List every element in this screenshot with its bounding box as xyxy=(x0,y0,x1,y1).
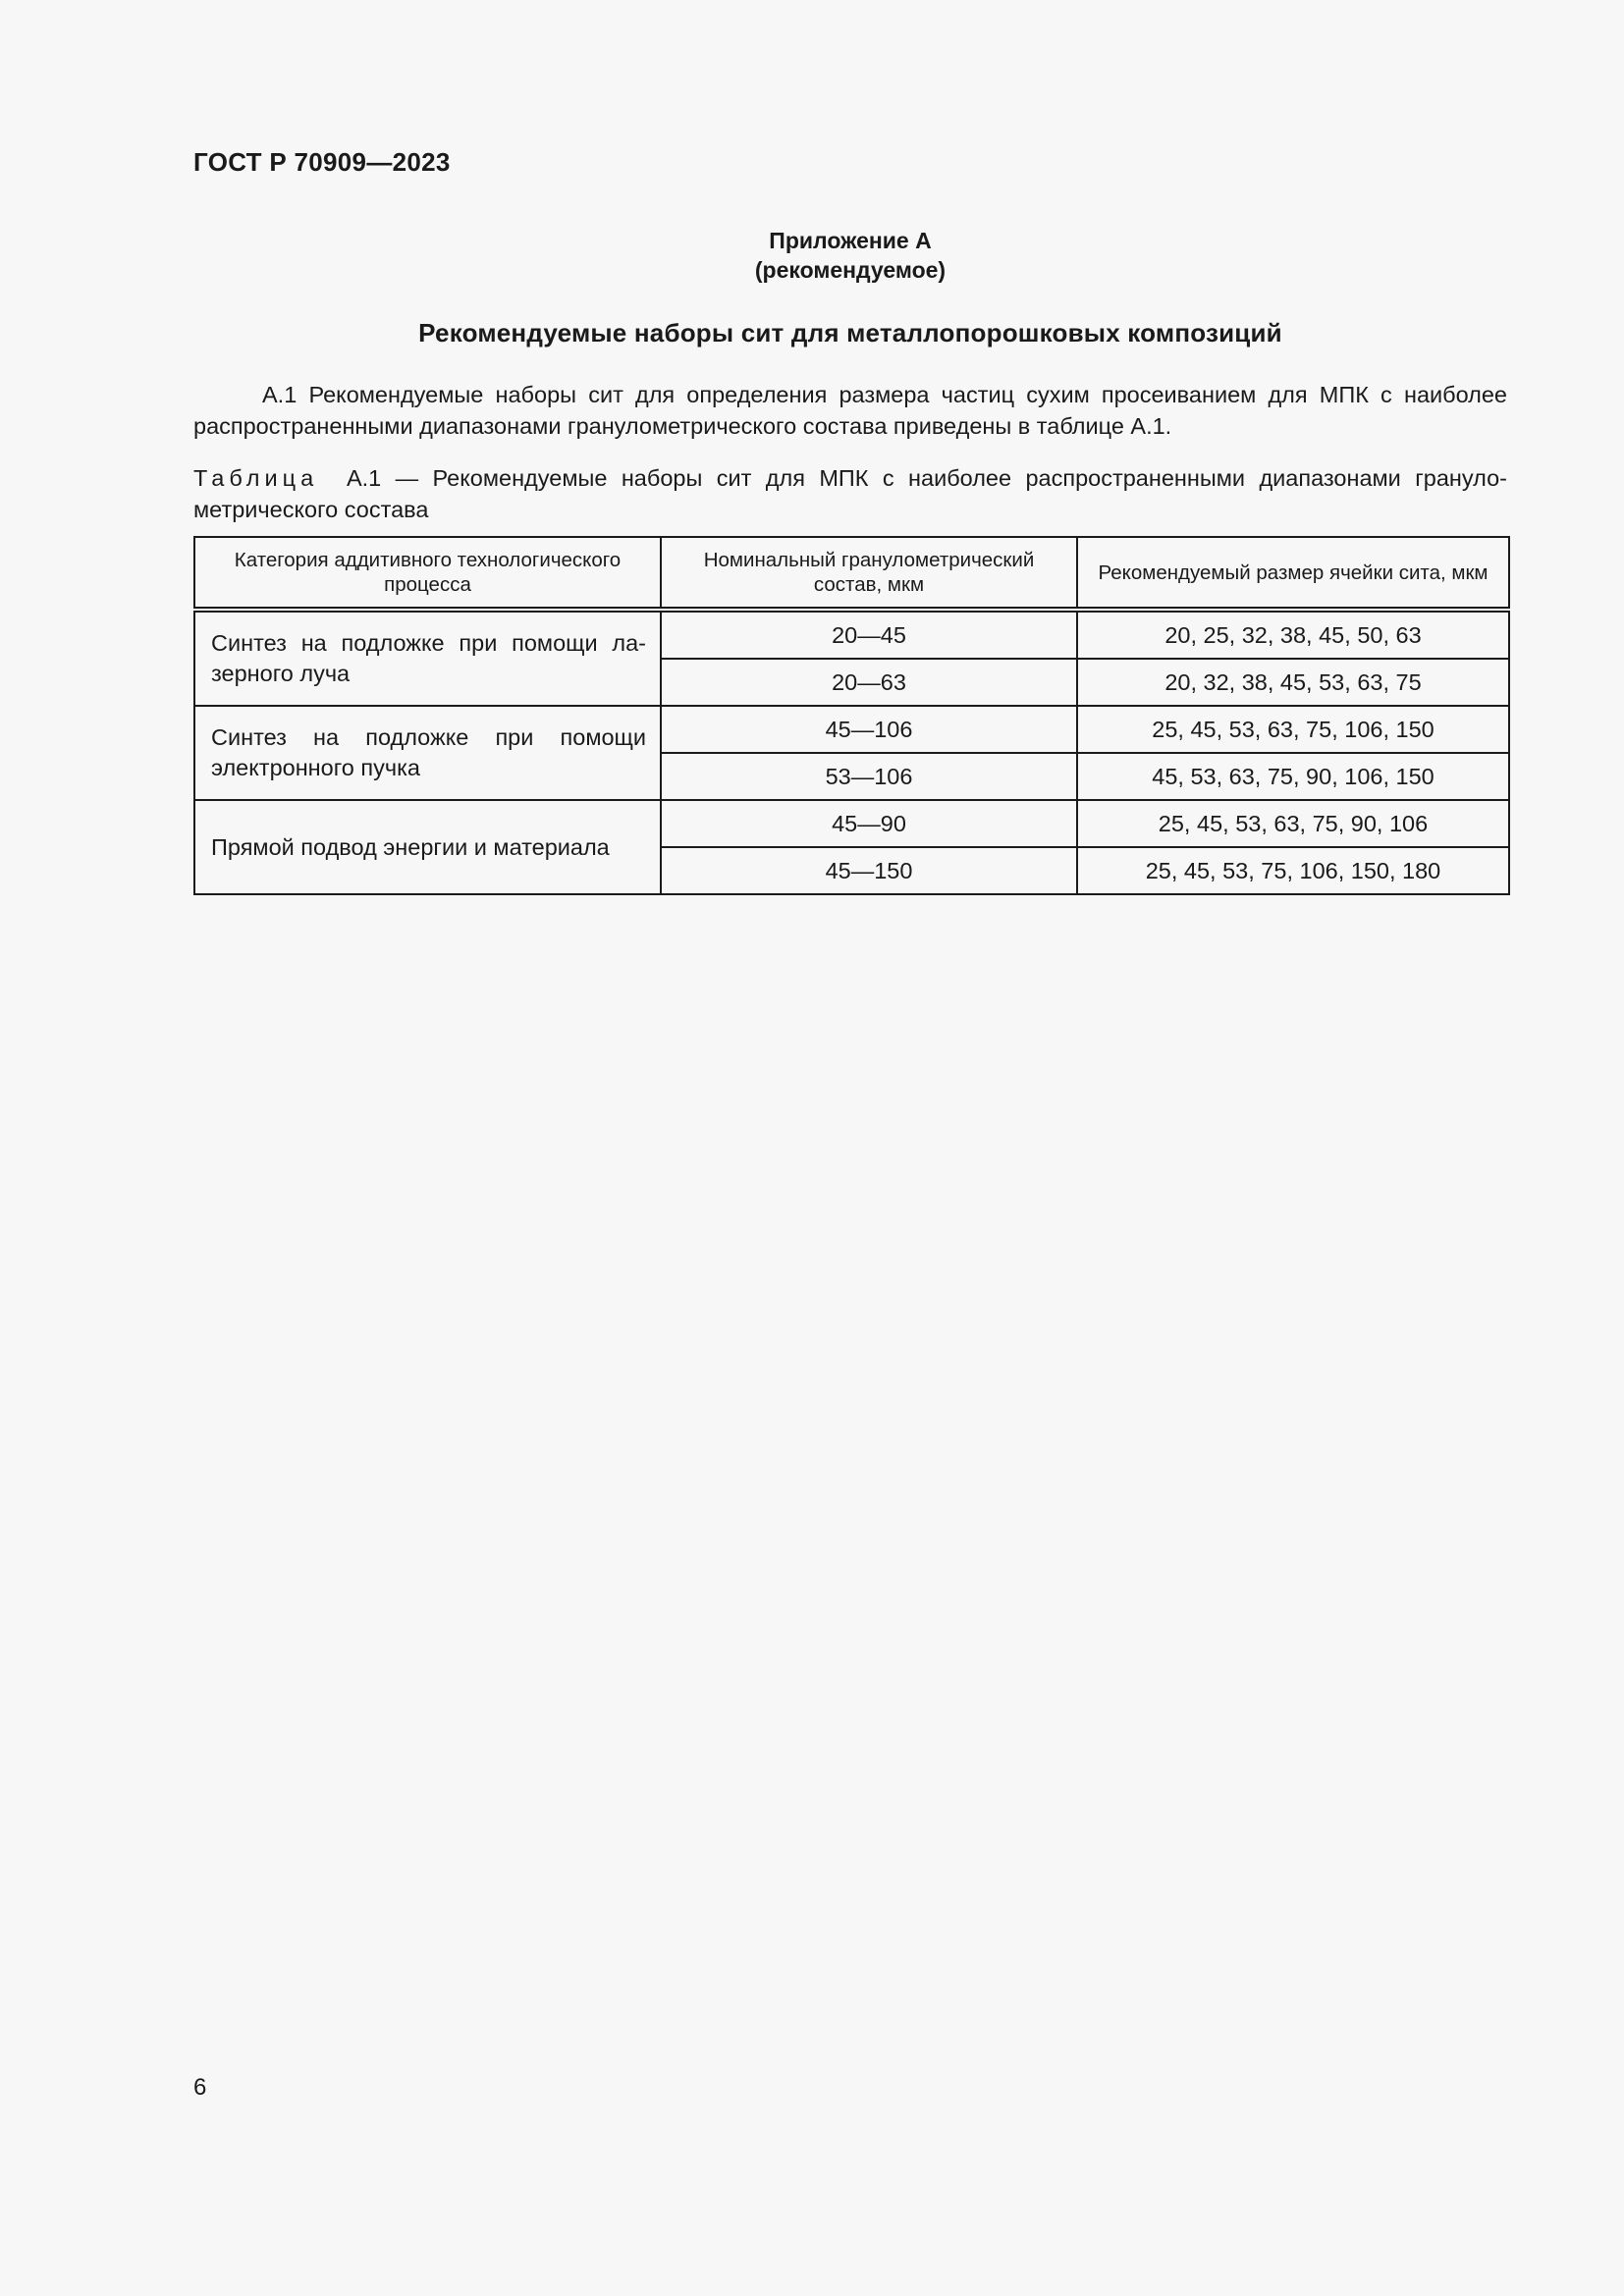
section-heading: Рекомендуемые наборы сит для металлопорошковых композиций xyxy=(418,318,1282,347)
sieve-sizes-cell: 25, 45, 53, 63, 75, 106, 150 xyxy=(1077,706,1509,753)
category-cell: Прямой подвод энергии и материала xyxy=(194,800,661,894)
table-caption-label: Таблица xyxy=(193,465,319,491)
column-header-range: Номинальный гранулометрический состав, мкм xyxy=(661,537,1077,610)
page-number: 6 xyxy=(193,2074,207,2101)
sieve-sizes-cell: 45, 53, 63, 75, 90, 106, 150 xyxy=(1077,753,1509,800)
sieve-sizes-cell: 25, 45, 53, 63, 75, 90, 106 xyxy=(1077,800,1509,847)
appendix-title: Приложение А xyxy=(769,228,932,253)
paragraph-a1 xyxy=(193,379,1507,442)
table-caption-text: А.1 — Рекомендуемые наборы сит для МПК с наиболее распространенными диапазонами гранулометрического состава xyxy=(193,465,1507,522)
column-header-sieve-size: Рекомендуемый размер ячейки сита, мкм xyxy=(1077,537,1509,610)
category-cell: Синтез на подложке при помощи лазерного луча xyxy=(194,610,661,706)
range-cell: 45—150 xyxy=(661,847,1077,894)
range-cell: 20—45 xyxy=(661,610,1077,659)
table-header-row xyxy=(194,537,1509,610)
sieve-sets-table xyxy=(193,536,1510,895)
range-cell: 20—63 xyxy=(661,659,1077,706)
category-cell: Синтез на подложке при помощи электронного пучка xyxy=(194,706,661,800)
sieve-sizes-cell: 25, 45, 53, 75, 106, 150, 180 xyxy=(1077,847,1509,894)
column-header-category: Категория аддитивного технологического процесса xyxy=(194,537,661,610)
appendix-status: (рекомендуемое) xyxy=(754,257,947,283)
range-cell: 53—106 xyxy=(661,753,1077,800)
table-row xyxy=(194,706,1509,753)
sieve-sizes-cell: 20, 32, 38, 45, 53, 63, 75 xyxy=(1077,659,1509,706)
document-code: ГОСТ Р 70909—2023 xyxy=(193,147,451,177)
paragraph-text: Рекомендуемые наборы сит для определения размера частиц сухим просеиванием для МПК с наиболее распространенными диапазонами гранулометрического состава приведены в таблице А.1. xyxy=(193,382,1508,439)
sieve-sizes-cell: 20, 25, 32, 38, 45, 50, 63 xyxy=(1077,610,1509,659)
table-row xyxy=(194,610,1509,659)
range-cell: 45—106 xyxy=(661,706,1077,753)
table-row xyxy=(194,800,1509,847)
paragraph-number: А.1 xyxy=(262,382,298,407)
table-caption xyxy=(193,462,1507,525)
range-cell: 45—90 xyxy=(661,800,1077,847)
